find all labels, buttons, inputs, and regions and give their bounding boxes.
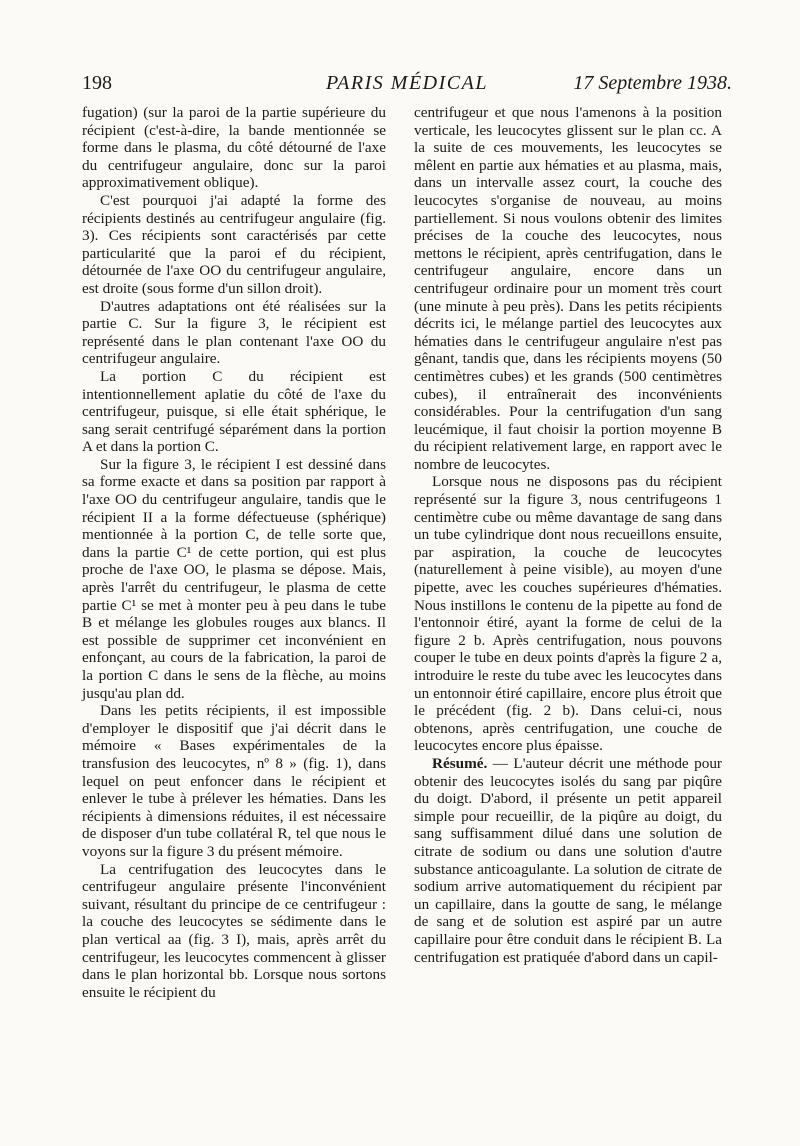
left-column — [82, 104, 386, 1001]
summary-label: Résumé. — [432, 754, 488, 772]
paragraph: Lorsque nous ne disposons pas du récipient représenté sur la figure 3, nous centrifugeons 1 centimètre cube ou même davantage de sang dans un tube cylindrique dont nous recueillons ensuite, par aspiration, la couche de leucocytes (naturellement à peine visible), au moyen d'une pipette, avec les couches supérieures d'hématies. Nous instillons le contenu de la pipette au fond de l'entonnoir étiré, ayant la forme de celui de la figure 2 b. Après centrifugation, nous pouvons couper le tube en deux points d'après la figure 2 a, introduire le reste du tube avec les leucocytes dans un entonnoir étiré capillaire, encore plus étroit que le précédent (fig. 2 b). Dans celui-ci, nous obtenons, après centrifugation, une couche de leucocytes encore plus épaisse. — [414, 473, 722, 755]
paragraph: Dans les petits récipients, il est impossible d'employer le dispositif que j'ai décrit dans le mémoire « Bases expérimentales de la transfusion des leucocytes, nº 8 » (fig. 1), dans lequel on peut enfoncer dans le récipient et enlever le tube à prélever les hématies. Dans les récipients à dimensions réduites, il est nécessaire de disposer d'un tube collatéral R, tel que nous le voyons sur la figure 3 du présent mémoire. — [82, 702, 386, 860]
paragraph: fugation) (sur la paroi de la partie supérieure du récipient (c'est-à-dire, la bande mentionnée se forme dans le plasma, du côté détourné de l'axe du centrifugeur angulaire, donc sur la paroi approximativement oblique). — [82, 104, 386, 192]
right-column — [414, 104, 722, 966]
paragraph: Sur la figure 3, le récipient I est dessiné dans sa forme exacte et dans sa position par rapport à l'axe OO du centrifugeur angulaire, tandis que le récipient II a la forme défectueuse (sphérique) mentionnée à la portion C, de telle sorte que, dans la partie C¹ de cette portion, qui est plus proche de l'axe OO, le plasma se dépose. Mais, après l'arrêt du centrifugeur, le plasma de cette partie C¹ se met à monter peu à peu dans le tube B et mélange les globules rouges aux blancs. Il est possible de supprimer cet inconvénient en enfonçant, au cours de la fabrication, la paroi de la portion C dans le sens de la flèche, au moins jusqu'au plan dd. — [82, 455, 386, 702]
issue-date: 17 Septembre 1938. — [573, 72, 732, 94]
paragraph: D'autres adaptations ont été réalisées sur la partie C. Sur la figure 3, le récipient est représenté dans le plan contenant l'axe OO du centrifugeur angulaire. — [82, 297, 386, 368]
paragraph: La centrifugation des leucocytes dans le centrifugeur angulaire présente l'inconvénient suivant, résultant du principe de ce centrifugeur : la couche des leucocytes se sédimente dans le plan vertical aa (fig. 3 I), mais, après arrêt du centrifugeur, les leucocytes commencent à glisser dans le plan horizontal bb. Lorsque nous sortons ensuite le récipient du — [82, 860, 386, 1001]
page-number: 198 — [82, 72, 112, 94]
paragraph: centrifugeur et que nous l'amenons à la position verticale, les leucocytes glissent sur le plan cc. A la suite de ces mouvements, les leucocytes se mêlent en partie aux hématies et au plasma, mais, dans un intervalle assez court, la couche des leucocytes s'organise de nouveau, au moins partiellement. Si nous voulons obtenir des limites précises de la couche des leucocytes, nous mettons le récipient, après centrifugation, dans le centrifugeur angulaire, encore dans un centrifugeur ordinaire pour un moment très court (une minute à peu près). Dans les petits récipients décrits ici, le mélange partiel des leucocytes aux hématies dans le centrifugeur angulaire n'est pas gênant, tandis que, dans les récipients moyens (50 centimètres cubes) et les grands (500 centimètres cubes), il entraînerait des inconvénients considérables. Pour la centrifugation d'un sang leucémique, il faut choisir la portion moyenne B du récipient relativement large, en rapport avec le nombre de leucocytes. — [414, 104, 722, 473]
journal-title: PARIS MÉDICAL — [326, 72, 488, 94]
summary-paragraph — [414, 755, 722, 966]
running-header — [82, 72, 732, 102]
paragraph: C'est pourquoi j'ai adapté la forme des récipients destinés au centrifugeur angulaire (fig. 3). Ces récipients sont caractérisés par cette particularité que la paroi ef du récipient, détournée de l'axe OO du centrifugeur angulaire, est droite (sous forme d'un sillon droit). — [82, 191, 386, 297]
paragraph: La portion C du récipient est intentionnellement aplatie du côté de l'axe du centrifugeur, puisque, si elle était sphérique, le sang serait centrifugé séparément dans la portion A et dans la portion C. — [82, 367, 386, 456]
summary-text: — L'auteur décrit une méthode pour obtenir des leucocytes isolés du sang par piqûre du doigt. D'abord, il présente un petit appareil simple pour recueillir, de la piqûre au doigt, du sang suffisamment dilué dans une solution de citrate de sodium ou dans une solution d'autre substance anticoagulante. La solution de citrate de sodium arrive automatiquement du récipient par un capillaire, dans la goutte de sang, le mélange de sang et de solution est aspiré par un autre capillaire pour être conduit dans le récipient B. La centrifugation est pratiquée d'abord dans un capil- — [414, 754, 722, 966]
